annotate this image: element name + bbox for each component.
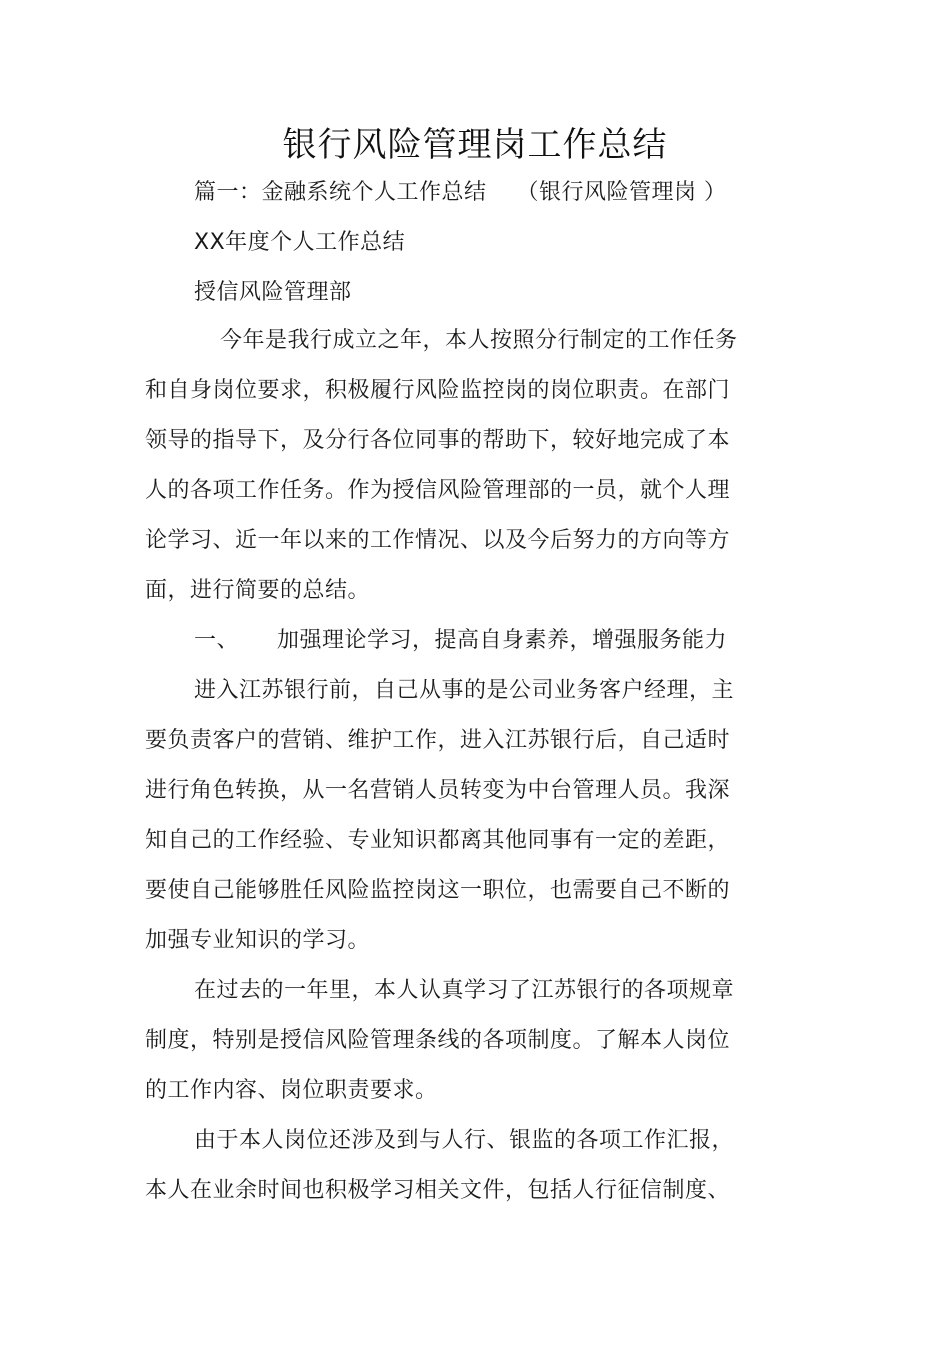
document-title: 银行风险管理岗工作总结: [282, 125, 668, 165]
paragraph2-line: 知自己的工作经验、专业知识都离其他同事有一定的差距，: [145, 828, 731, 853]
paragraph2-line: 进入江苏银行前，自己从事的是公司业务客户经理，主: [194, 678, 735, 703]
paragraph1-line: 人的各项工作任务。作为授信风险管理部的一员，就个人理: [145, 478, 731, 503]
paragraph2-line: 要使自己能够胜任风险监控岗这一职位，也需要自己不断的: [145, 878, 731, 903]
department-heading: 授信风险管理部: [194, 280, 352, 305]
paragraph2-line: 加强专业知识的学习。: [145, 928, 371, 953]
subtitle-line: [194, 178, 727, 208]
paragraph4-line: 本人在业余时间也积极学习相关文件，包括人行征信制度、: [145, 1178, 731, 1203]
paragraph3-line: 的工作内容、岗位职责要求。: [145, 1078, 438, 1103]
subtitle-left: 篇一：金融系统个人工作总结: [194, 180, 487, 205]
paragraph3-line: 制度，特别是授信风险管理条线的各项制度。了解本人岗位: [145, 1028, 731, 1053]
paragraph2-line: 进行角色转换，从一名营销人员转变为中台管理人员。我深: [145, 778, 731, 803]
paragraph2-line: 要负责客户的营销、维护工作，进入江苏银行后，自己适时: [145, 728, 731, 753]
year-heading: XX年度个人工作总结: [194, 230, 406, 255]
paragraph4-line: 由于本人岗位还涉及到与人行、银监的各项工作汇报，: [194, 1128, 735, 1153]
paragraph1-line: 和自身岗位要求，积极履行风险监控岗的岗位职责。在部门: [145, 378, 731, 403]
subtitle-right: （银行风险管理岗 ）: [516, 180, 727, 205]
paragraph3-line: 在过去的一年里，本人认真学习了江苏银行的各项规章: [194, 978, 735, 1003]
section1-heading: 加强理论学习，提高自身素养，增强服务能力: [277, 628, 728, 653]
section1-number: 一、: [194, 628, 240, 653]
paragraph1-line: 面，进行简要的总结。: [145, 578, 371, 603]
paragraph1-line: 论学习、近一年以来的工作情况、以及今后努力的方向等方: [145, 528, 731, 553]
paragraph1-line: 今年是我行成立之年，本人按照分行制定的工作任务: [220, 328, 738, 353]
paragraph1-line: 领导的指导下，及分行各位同事的帮助下，较好地完成了本: [145, 428, 731, 453]
section1-heading-line: [194, 626, 727, 656]
